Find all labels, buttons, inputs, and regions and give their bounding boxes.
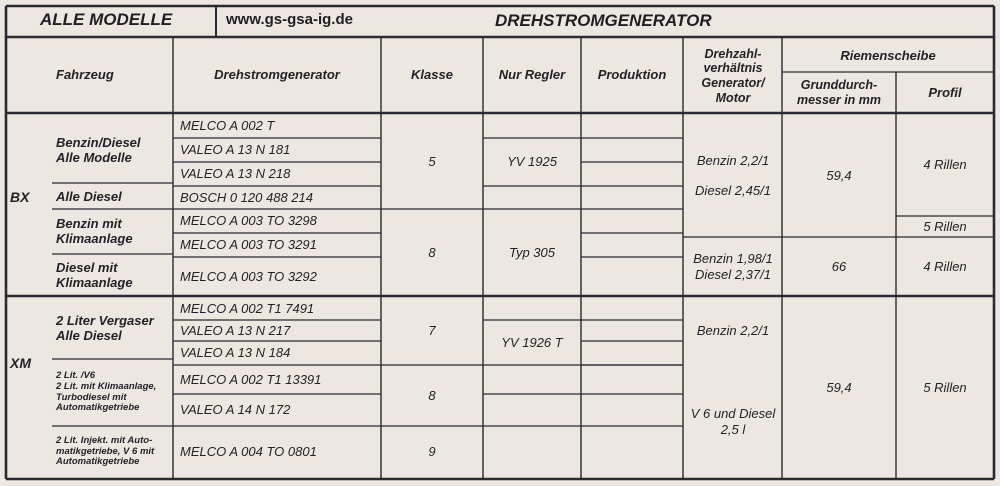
bx-diameter-59-4: 59,4 xyxy=(826,167,852,183)
header-produktion: Produktion xyxy=(597,67,667,83)
header-drehstromgenerator: Drehstromgenerator xyxy=(214,67,340,83)
bx-regler-typ305: Typ 305 xyxy=(508,244,555,260)
header-fahrzeug: Fahrzeug xyxy=(56,67,114,83)
header-nur-regler: Nur Regler xyxy=(498,67,566,83)
xm-generator-3: MELCO A 002 T1 13391 xyxy=(180,371,322,387)
header-drehzahlverhaeltnis: Drehzahl- verhältnis Generator/ Motor xyxy=(701,46,765,105)
model-xm: XM xyxy=(10,354,31,371)
header-riemenscheibe: Riemenscheibe xyxy=(840,48,936,64)
bx-generator-2: VALEO A 13 N 218 xyxy=(180,166,291,182)
bx-generator-6: MELCO A 003 TO 3292 xyxy=(180,268,317,284)
xm-generator-1: VALEO A 13 N 217 xyxy=(180,322,291,338)
xm-generator-5: MELCO A 004 TO 0801 xyxy=(180,444,317,460)
xm-profil-5-rillen: 5 Rillen xyxy=(923,379,967,395)
bx-generator-3: BOSCH 0 120 488 214 xyxy=(180,189,313,205)
bx-diameter-66: 66 xyxy=(831,258,847,274)
header-profil: Profil xyxy=(928,85,962,101)
xm-klasse-8: 8 xyxy=(428,387,436,403)
header-grunddurchmesser: Grunddurch- messer in mm xyxy=(796,78,882,107)
bx-generator-4: MELCO A 003 TO 3298 xyxy=(180,213,317,229)
bx-vehicle-alle-diesel: Alle Diesel xyxy=(56,189,122,205)
xm-generator-2: VALEO A 13 N 184 xyxy=(180,345,291,361)
bx-vehicle-benzin-diesel: Benzin/Diesel Alle Modelle xyxy=(56,134,141,165)
xm-generator-0: MELCO A 002 T1 7491 xyxy=(180,300,315,316)
xm-regler-yv1926t: YV 1926 T xyxy=(501,334,563,350)
bx-ratio-klima: Benzin 1,98/1 Diesel 2,37/1 xyxy=(693,251,773,282)
bx-generator-0: MELCO A 002 T xyxy=(180,118,275,134)
bx-profil-5-rillen: 5 Rillen xyxy=(923,218,967,234)
xm-klasse-7: 7 xyxy=(428,323,436,339)
title-alle-modelle: ALLE MODELLE xyxy=(40,10,173,29)
xm-diameter-59-4: 59,4 xyxy=(826,379,852,395)
bx-ratio-benzin-diesel: Benzin 2,2/1 Diesel 2,45/1 xyxy=(695,152,771,199)
bx-profil-4-rillen: 4 Rillen xyxy=(923,157,967,173)
bx-klasse-8: 8 xyxy=(428,244,436,260)
xm-ratio-benzin: Benzin 2,2/1 xyxy=(696,323,770,339)
title-drehstromgenerator: DREHSTROMGENERATOR xyxy=(495,11,712,30)
title-website: www.gs-gsa-ig.de xyxy=(226,11,353,28)
model-bx: BX xyxy=(10,188,30,205)
xm-klasse-9: 9 xyxy=(428,444,436,460)
bx-profil-4-rillen-klima: 4 Rillen xyxy=(923,258,967,274)
xm-vehicle-2l-injekt: 2 Lit. Injekt. mit Auto- matikgetriebe, V 6 mit Automatikgetriebe xyxy=(56,434,155,468)
bx-regler-yv1925: YV 1925 xyxy=(507,154,557,170)
header-klasse: Klasse xyxy=(411,67,453,83)
xm-vehicle-2l-v6: 2 Lit. /V6 2 Lit. mit Klimaanlage, Turbodiesel mit Automatikgetriebe xyxy=(56,369,157,414)
xm-generator-4: VALEO A 14 N 172 xyxy=(180,402,291,418)
bx-klasse-5: 5 xyxy=(428,153,436,169)
bx-vehicle-diesel-klima: Diesel mit Klimaanlage xyxy=(56,259,133,290)
xm-ratio-v6-diesel: V 6 und Diesel 2,5 l xyxy=(690,406,776,437)
bx-generator-1: VALEO A 13 N 181 xyxy=(180,142,291,158)
bx-vehicle-benzin-klima: Benzin mit Klimaanlage xyxy=(56,215,133,246)
xm-vehicle-2l-vergaser: 2 Liter Vergaser Alle Diesel xyxy=(56,312,154,343)
bx-generator-5: MELCO A 003 TO 3291 xyxy=(180,237,317,253)
